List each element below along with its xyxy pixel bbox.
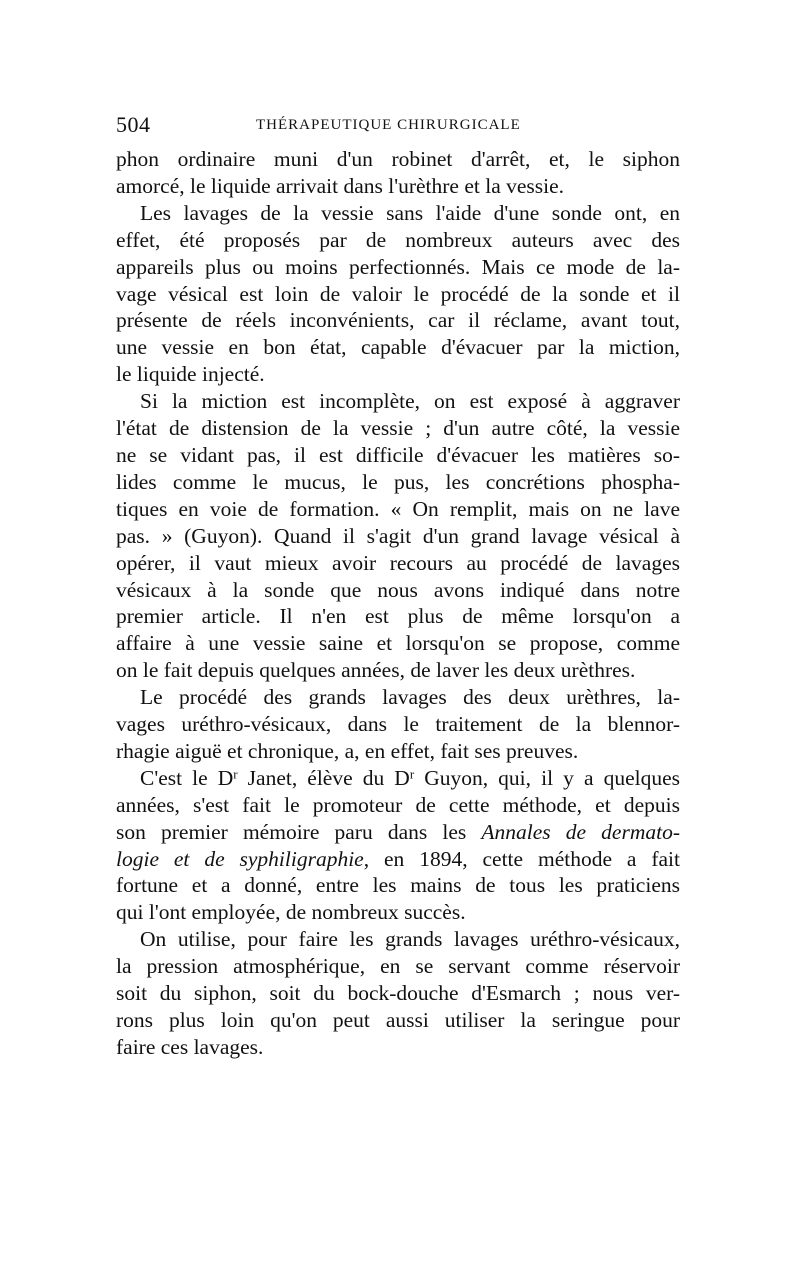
- text-fragment: son premier mémoire paru dans les: [116, 819, 482, 844]
- text-line: pas. » (Guyon). Quand il s'agit d'un grand lavage vésical à: [116, 523, 680, 548]
- text-line: [116, 765, 680, 792]
- italic-title: Annales de dermato-: [481, 819, 680, 844]
- text-line: On utilise, pour faire les grands lavages uréthro-vésicaux,: [140, 927, 680, 952]
- italic-title: logie et de syphiligraphie: [116, 846, 364, 871]
- page-header: [116, 112, 686, 140]
- text-line: Les lavages de la vessie sans l'aide d'une sonde ont, en: [140, 200, 680, 225]
- text-fragment: , en 1894, cette méthode a fait: [363, 846, 681, 871]
- text-line: effet, été proposés par de nombreux auteurs avec des: [116, 227, 680, 252]
- text-line: appareils plus ou moins perfectionnés. Mais ce mode de la-: [116, 254, 680, 279]
- text-line: lides comme le mucus, le pus, les concrétions phospha-: [116, 469, 680, 494]
- text-fragment: Janet, élève du D: [237, 765, 410, 790]
- text-line: phon ordinaire muni d'un robinet d'arrêt, et, le siphon: [116, 147, 680, 171]
- text-line: tiques en voie de formation. « On remplit, mais on ne lave: [116, 496, 680, 521]
- text-line: présente de réels inconvénients, car il réclame, avant tout,: [116, 308, 680, 333]
- text-line: opérer, il vaut mieux avoir recours au procédé de lavages: [116, 550, 680, 575]
- text-line: qui l'ont employée, de nombreux succès.: [116, 900, 466, 925]
- body-text: [116, 146, 680, 1061]
- text-line: premier article. Il n'en est plus de même lorsqu'on a: [116, 604, 680, 629]
- text-line: soit du siphon, soit du bock-douche d'Esmarch ; nous ver-: [116, 981, 680, 1006]
- page-number: 504: [116, 112, 151, 137]
- superscript: r: [409, 767, 415, 782]
- text-line: années, s'est fait le promoteur de cette méthode, et depuis: [116, 792, 680, 817]
- text-line: vage vésical est loin de valoir le procédé de la sonde et il: [116, 281, 680, 306]
- text-fragment: Guyon, qui, il y a quelques: [414, 765, 680, 790]
- text-line: la pression atmosphérique, en se servant comme réservoir: [116, 954, 680, 979]
- text-line: une vessie en bon état, capable d'évacuer par la miction,: [116, 335, 680, 360]
- text-line: ne se vidant pas, il est difficile d'évacuer les matières so-: [116, 442, 680, 467]
- text-line: Si la miction est incomplète, on est exposé à aggraver: [140, 389, 680, 414]
- superscript: r: [233, 767, 238, 782]
- text-line: l'état de distension de la vessie ; d'un autre côté, la vessie: [116, 416, 680, 441]
- text-line: fortune et a donné, entre les mains de tous les praticiens: [116, 873, 680, 898]
- text-line: [116, 846, 680, 873]
- text-line: rhagie aiguë et chronique, a, en effet, fait ses preuves.: [116, 738, 579, 763]
- text-line: [116, 819, 680, 846]
- text-line: amorcé, le liquide arrivait dans l'urèthre et la vessie.: [116, 173, 565, 198]
- text-line: Le procédé des grands lavages des deux urèthres, la-: [140, 685, 680, 710]
- text-line: vésicaux à la sonde que nous avons indiqué dans notre: [116, 577, 680, 602]
- text-line: on le fait depuis quelques années, de laver les deux urèthres.: [116, 658, 636, 683]
- text-line: le liquide injecté.: [116, 362, 265, 387]
- text-fragment: C'est le D: [140, 765, 234, 790]
- text-line: vages uréthro-vésicaux, dans le traitement de la blennor-: [116, 712, 680, 737]
- running-title: THÉRAPEUTIQUE CHIRURGICALE: [256, 117, 521, 133]
- text-line: rons plus loin qu'on peut aussi utiliser la seringue pour: [116, 1008, 680, 1032]
- text-line: affaire à une vessie saine et lorsqu'on se propose, comme: [116, 631, 680, 656]
- text-line: faire ces lavages.: [116, 1034, 264, 1059]
